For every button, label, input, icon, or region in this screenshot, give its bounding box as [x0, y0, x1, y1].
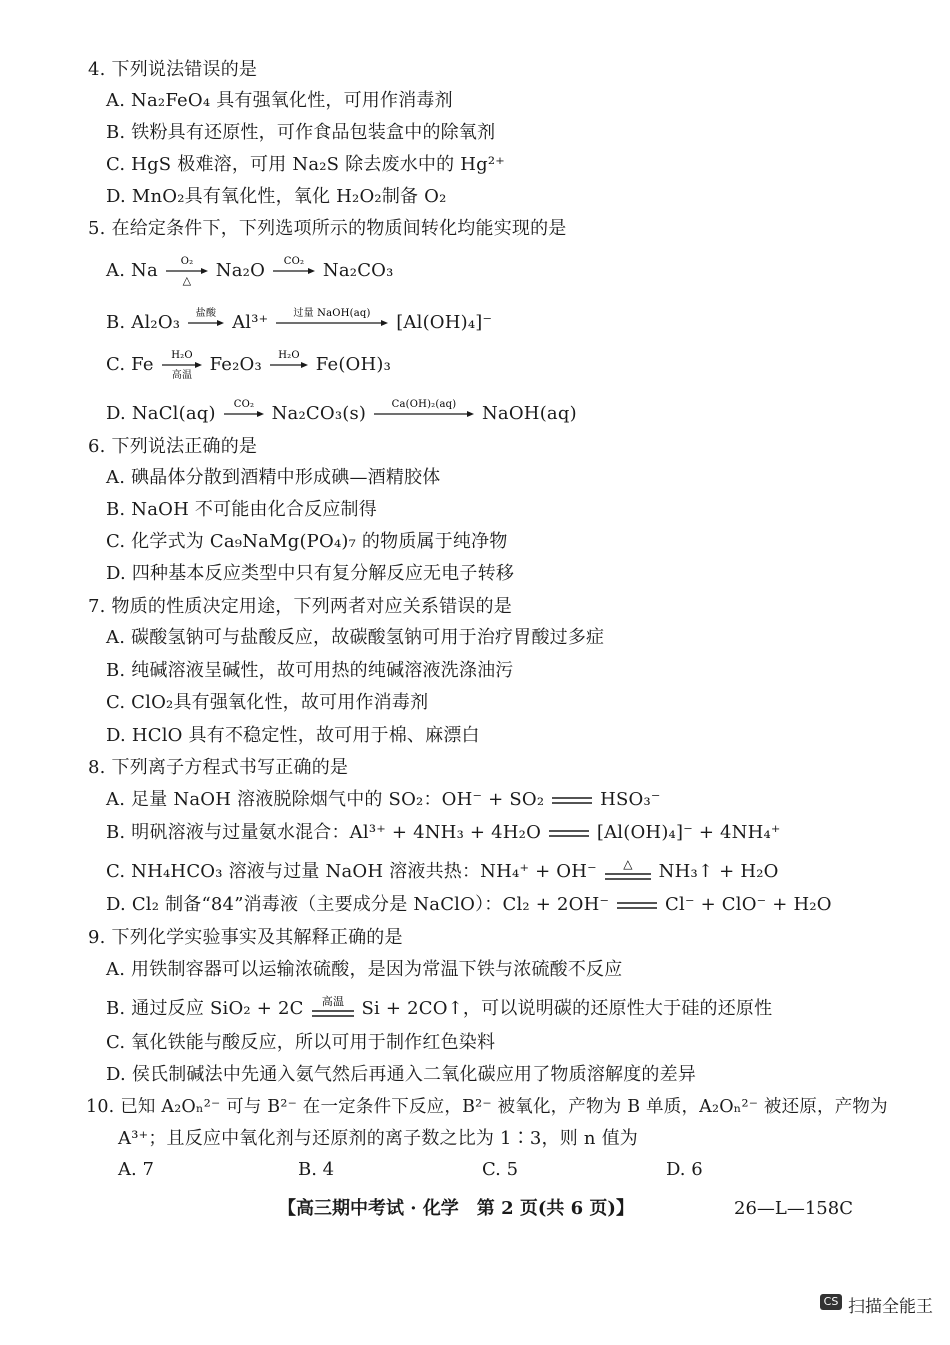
q7-option-b: B. 纯碱溶液呈碱性，故可用热的纯碱溶液洗涤油污	[106, 660, 514, 681]
q7-option-a: A. 碳酸氢钠可与盐酸反应，故碳酸氢钠可用于治疗胃酸过多症	[106, 627, 605, 648]
q4-option-b: B. 铁粉具有还原性，可作食品包装盒中的除氧剂	[106, 122, 496, 143]
equals-sign-icon	[550, 789, 594, 811]
q4-stem: 4. 下列说法错误的是	[88, 59, 258, 80]
q5c-start: C. Fe	[106, 354, 154, 375]
q5d-arrow2-top: Ca(OH)₂(aq)	[391, 399, 457, 410]
q5-option-d	[106, 397, 577, 431]
q9b-left: B. 通过反应 SiO₂ + 2C	[106, 998, 310, 1019]
high-temp-equals-icon	[310, 994, 356, 1024]
q5b-end: [Al(OH)₄]⁻	[396, 312, 493, 333]
q4-option-c: C. HgS 极难溶，可用 Na₂S 除去废水中的 Hg²⁺	[106, 154, 505, 175]
q5a-start: A. Na	[106, 260, 158, 281]
q8a-left: A. 足量 NaOH 溶液脱除烟气中的 SO₂：OH⁻ + SO₂	[106, 789, 551, 810]
q9-option-c: C. 氧化铁能与酸反应，所以可用于制作红色染料	[106, 1032, 496, 1053]
scanner-watermark	[818, 1290, 950, 1320]
q6-stem: 6. 下列说法正确的是	[88, 436, 258, 457]
q5d-end: NaOH(aq)	[481, 403, 577, 424]
q5a-arrow2-top: CO₂	[283, 256, 305, 267]
q5b-arrow2-top: 过量 NaOH(aq)	[293, 308, 371, 319]
q8c-left: C. NH₄HCO₃ 溶液与过量 NaOH 溶液共热：NH₄⁺ + OH⁻	[106, 861, 603, 882]
q5-option-c	[106, 348, 391, 382]
q9-option-a: A. 用铁制容器可以运输浓硫酸，是因为常温下铁与浓硫酸不反应	[106, 959, 623, 980]
q8d-left: D. Cl₂ 制备“84”消毒液（主要成分是 NaClO）：Cl₂ + 2OH⁻	[106, 894, 616, 915]
q5b-arrow1-top: 盐酸	[195, 308, 217, 319]
q9-stem: 9. 下列化学实验事实及其解释正确的是	[88, 927, 403, 948]
q4-option-a: A. Na₂FeO₄ 具有强氧化性，可用作消毒剂	[106, 90, 453, 111]
reaction-arrow-icon	[271, 254, 317, 288]
q8-option-d	[106, 893, 832, 917]
q6-option-c: C. 化学式为 Ca₉NaMg(PO₄)₇ 的物质属于纯净物	[106, 531, 508, 552]
q5d-start: D. NaCl(aq)	[106, 403, 216, 424]
reaction-arrow-icon	[160, 348, 204, 382]
q8-option-c	[106, 857, 779, 887]
equals-sign-icon	[615, 894, 659, 916]
q6-option-a: A. 碘晶体分散到酒精中形成碘—酒精胶体	[106, 467, 441, 488]
paper-code: 26—L—158C	[734, 1198, 853, 1219]
equals-sign-icon	[547, 822, 591, 844]
q8-option-a	[106, 788, 661, 812]
q9-option-d: D. 侯氏制碱法中先通入氨气然后再通入二氧化碳应用了物质溶解度的差异	[106, 1064, 697, 1085]
q9-option-b	[106, 994, 772, 1024]
q6-option-d: D. 四种基本反应类型中只有复分解反应无电子转移	[106, 563, 515, 584]
q10-choice-c: C. 5	[482, 1159, 519, 1180]
q8c-condition: △	[623, 857, 633, 871]
cs-logo-icon: CS	[820, 1294, 842, 1310]
q5a-end: Na₂CO₃	[322, 260, 394, 281]
q10-stem-line2: A³⁺；且反应中氧化剂与还原剂的离子数之比为 1∶3，则 n 值为	[118, 1128, 638, 1149]
reaction-arrow-icon	[186, 306, 226, 340]
q5-stem: 5. 在给定条件下，下列选项所示的物质间转化均能实现的是	[88, 218, 567, 239]
reaction-arrow-icon	[164, 254, 210, 288]
watermark-text: 扫描全能王	[848, 1297, 933, 1317]
q8-stem: 8. 下列离子方程式书写正确的是	[88, 757, 349, 778]
q5-option-b	[106, 306, 492, 340]
reaction-arrow-icon	[274, 306, 390, 340]
q10-choice-a: A. 7	[118, 1159, 154, 1180]
q5a-arrow1-top: O₂	[180, 256, 194, 267]
q7-option-c: C. ClO₂具有强氧化性，故可用作消毒剂	[106, 692, 429, 713]
q10-stem-line1: 10. 已知 A₂Oₙ²⁻ 可与 B²⁻ 在一定条件下反应，B²⁻ 被氧化，产物为 B 单质，A₂Oₙ²⁻ 被还原，产物为	[86, 1097, 888, 1117]
q5a-middle: Na₂O	[215, 260, 266, 281]
reaction-arrow-icon	[268, 348, 310, 382]
q5c-middle: Fe₂O₃	[209, 354, 262, 375]
q8c-right: NH₃↑ + H₂O	[652, 861, 779, 882]
page-footer: 【高三期中考试 · 化学 第 2 页(共 6 页)】	[278, 1198, 634, 1219]
reaction-arrow-icon	[222, 397, 266, 431]
q4-option-d: D. MnO₂具有氧化性，氧化 H₂O₂制备 O₂	[106, 186, 447, 207]
reaction-arrow-icon	[372, 397, 476, 431]
q10-choice-d: D. 6	[666, 1159, 703, 1180]
q5a-arrow1-bottom: △	[182, 274, 192, 287]
q5b-middle: Al³⁺	[232, 312, 269, 333]
q5d-middle: Na₂CO₃(s)	[271, 403, 367, 424]
q5-option-a	[106, 254, 394, 288]
q10-choice-b: B. 4	[298, 1159, 335, 1180]
q5c-end: Fe(OH)₃	[315, 354, 392, 375]
q5d-arrow1-top: CO₂	[233, 399, 254, 410]
q8b-right: [Al(OH)₄]⁻ + 4NH₄⁺	[590, 822, 781, 843]
q8b-left: B. 明矾溶液与过量氨水混合：Al³⁺ + 4NH₃ + 4H₂O	[106, 822, 547, 843]
q8-option-b	[106, 821, 781, 845]
q5c-arrow1-bottom: 高温	[171, 370, 192, 381]
q7-stem: 7. 物质的性质决定用途，下列两者对应关系错误的是	[88, 596, 512, 617]
q8d-right: Cl⁻ + ClO⁻ + H₂O	[659, 894, 832, 915]
heat-equals-icon	[603, 857, 653, 887]
q6-option-b: B. NaOH 不可能由化合反应制得	[106, 499, 377, 520]
q5c-arrow2-top: H₂O	[278, 350, 300, 361]
q8a-right: HSO₃⁻	[594, 789, 661, 810]
q9b-condition: 高温	[321, 995, 344, 1008]
q5b-start: B. Al₂O₃	[106, 312, 181, 333]
q9b-right: Si + 2CO↑，可以说明碳的还原性大于硅的还原性	[355, 998, 773, 1019]
q5c-arrow1-top: H₂O	[170, 350, 193, 361]
q7-option-d: D. HClO 具有不稳定性，故可用于棉、麻漂白	[106, 725, 480, 746]
